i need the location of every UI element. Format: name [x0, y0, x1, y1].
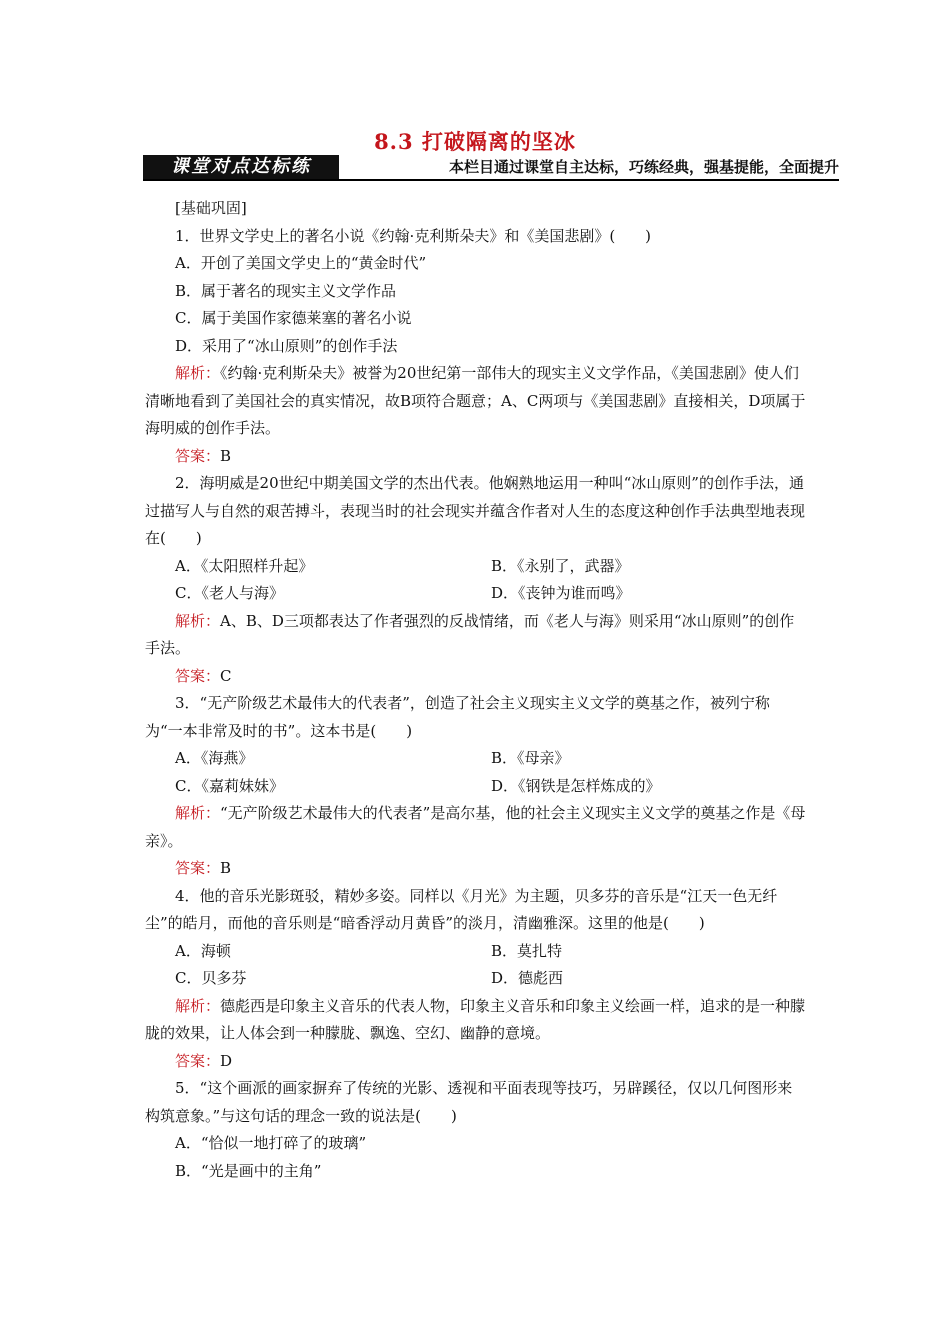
analysis-text: 《约翰·克利斯朵夫》被誉为20世纪第一部伟大的现实主义文学作品，《美国悲剧》使人们清晰地看到了美国社会的真实情况，故B项符合题意；A、C两项与《美国悲剧》直接相关，D项属于海明威的创作手法。: [145, 364, 806, 437]
question-2-options-row-1: [145, 553, 807, 581]
question-1-option-b: B．属于著名的现实主义文学作品: [175, 281, 397, 300]
exercise-content: [145, 195, 807, 1185]
answer-label: 答案：: [175, 1051, 221, 1070]
answer-value: B: [220, 446, 232, 465]
analysis-text: “无产阶级艺术最伟大的代表者”是高尔基，他的社会主义现实主义文学的奠基之作是《母亲》。: [145, 804, 806, 850]
question-5-option-a: A．“恰似一地打碎了的玻璃”: [175, 1134, 367, 1152]
question-3-option-b: B．《母亲》: [491, 749, 570, 767]
question-3-options-row-2: [145, 773, 807, 801]
question-2-option-d: D．《丧钟为谁而鸣》: [491, 584, 631, 602]
question-3-options-row-1: [145, 745, 807, 773]
analysis-label: 解析：: [175, 996, 221, 1015]
analysis-text: A、B、D三项都表达了作者强烈的反战情绪，而《老人与海》则采用“冰山原则”的创作手法。: [145, 611, 795, 657]
question-4-option-d: D．德彪西: [491, 969, 564, 987]
question-1-stem: 1．世界文学史上的著名小说《约翰·克利斯朵夫》和《美国悲剧》( ): [175, 226, 652, 245]
question-4-option-b: B．莫扎特: [491, 941, 563, 960]
analysis-text: 德彪西是印象主义音乐的代表人物，印象主义音乐和印象主义绘画一样，追求的是一种朦胧的效果，让人体会到一种朦胧、飘逸、空幻、幽静的意境。: [145, 996, 806, 1042]
question-3-option-c: C．《嘉莉妹妹》: [175, 776, 284, 795]
question-1-option-a: A．开创了美国文学史上的“黄金时代”: [175, 254, 427, 272]
question-4-analysis: [145, 993, 807, 1048]
analysis-label: 解析：: [175, 804, 221, 822]
answer-value: D: [220, 1051, 233, 1070]
question-4-stem: 4．他的音乐光影斑驳，精妙多姿。同样以《月光》为主题，贝多芬的音乐是“江天一色无纤尘”的皓月，而他的音乐则是“暗香浮动月黄昏”的淡月，清幽雅深。这里的他是( ): [145, 886, 778, 932]
question-3-option-a: A．《海燕》: [175, 749, 254, 767]
question-4-option-c: C．贝多芬: [175, 969, 247, 987]
analysis-label: 解析：: [175, 364, 221, 382]
question-3-answer: [145, 855, 807, 883]
question-4-options-row-1: [145, 938, 807, 966]
question-4-answer: [145, 1048, 807, 1076]
section-heading: [基础巩固]: [175, 199, 247, 217]
question-3-analysis: [145, 800, 807, 855]
question-2-answer: [145, 663, 807, 691]
answer-value: C: [220, 666, 232, 685]
question-4-options-row-2: [145, 965, 807, 993]
question-1-analysis: [145, 360, 807, 443]
question-2-option-c: C．《老人与海》: [175, 584, 284, 602]
question-1-answer: [145, 443, 807, 471]
answer-value: B: [220, 859, 232, 877]
question-2-stem: 2．海明威是20世纪中期美国文学的杰出代表。他娴熟地运用一种叫“冰山原则”的创作手法，通过描写人与自然的艰苦搏斗，表现当时的社会现实并蕴含作者对人生的态度这种创作手法典型地表现在( ): [145, 474, 806, 547]
question-1-option-d: D．采用了“冰山原则”的创作手法: [175, 336, 398, 355]
analysis-label: 解析：: [175, 611, 221, 630]
question-5-stem: 5．“这个画派的画家摒弃了传统的光影、透视和平面表现等技巧，另辟蹊径，仅以几何图形来构筑意象。”与这句话的理念一致的说法是( ): [145, 1079, 793, 1125]
answer-label: 答案：: [175, 666, 221, 685]
question-3-stem: 3．“无产阶级艺术最伟大的代表者”，创造了社会主义现实主义文学的奠基之作，被列宁称为“一本非常及时的书”。这本书是( ): [145, 694, 770, 740]
answer-label: 答案：: [175, 859, 221, 877]
banner-label: 课堂对点达标练: [143, 155, 339, 179]
question-4-option-a: A．海顿: [175, 941, 231, 960]
question-2-analysis: [145, 608, 807, 663]
question-2-options-row-2: [145, 580, 807, 608]
answer-label: 答案：: [175, 446, 221, 465]
banner-slogan: 本栏目通过课堂自主达标，巧练经典，强基提能，全面提升: [448, 158, 839, 176]
question-3-option-d: D．《钢铁是怎样炼成的》: [491, 776, 661, 795]
question-1-option-c: C．属于美国作家德莱塞的著名小说: [175, 309, 412, 327]
section-banner: [143, 155, 839, 181]
banner-rule: [143, 179, 839, 181]
question-2-option-b: B．《永别了，武器》: [491, 556, 630, 575]
question-2-option-a: A．《太阳照样升起》: [175, 556, 314, 575]
question-5-option-b: B．“光是画中的主角”: [175, 1161, 322, 1180]
page-title: 8.3 打破隔离的坚冰: [374, 129, 576, 154]
